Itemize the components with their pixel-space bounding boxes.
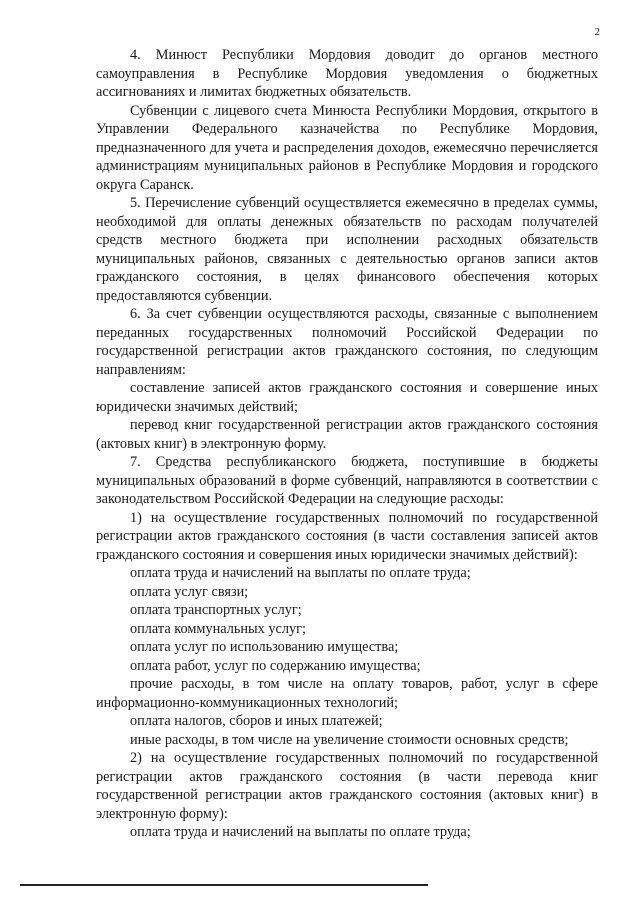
paragraph-6-expenses: 6. За счет субвенции осуществляются расходы, связанные с выполнением переданных государственных полномочий Российской Федерации по государственной регистрации актов гражданского состояния, по следующим направлениям: bbox=[96, 306, 598, 378]
subsection-2-digitization: 2) на осуществление государственных полномочий по государственной регистрации актов гражданского состояния (в части перевода книг государственной регистрации актов гражданского состояния (актовых книг) в электронную форму): bbox=[96, 750, 598, 822]
list-item-other-ict: прочие расходы, в том числе на оплату товаров, работ, услуг в сфере информационно-коммуникационных технологий; bbox=[96, 676, 598, 711]
page-number: 2 bbox=[594, 26, 600, 38]
list-item-acts-records: составление записей актов гражданского состояния и совершение иных юридически значимых действий; bbox=[96, 380, 598, 415]
list-item-property-use: оплата услуг по использованию имущества; bbox=[130, 639, 399, 655]
list-item-taxes: оплата налогов, сборов и иных платежей; bbox=[130, 713, 383, 729]
list-item-book-digitization: перевод книг государственной регистрации актов гражданского состояния (актовых книг) в электронную форму. bbox=[96, 417, 598, 452]
paragraph-5-monthly-transfer: 5. Перечисление субвенций осуществляется ежемесячно в пределах суммы, необходимой для оплаты денежных обязательств по расходам получателей средств местного бюджета при исполнении расходных обязательств муниципальных районов, связанных с деятельностью органов записи актов гражданского состояния, в целях финансового обеспечения которых предоставляются субвенции. bbox=[96, 195, 598, 304]
subsection-1-registration: 1) на осуществление государственных полномочий по государственной регистрации актов гражданского состояния (в части составления записей актов гражданского состояния и совершения иных юридически значимых действий): bbox=[96, 509, 598, 563]
paragraph-subvention-transfer: Субвенции с лицевого счета Минюста Республики Мордовия, открытого в Управлении Федерального казначейства по Республике Мордовия, предназначенного для учета и распределения доходов, ежемесячно перечисляется администрациям муниципальных районов в Республике Мордовия и городского округа Саранск. bbox=[96, 102, 598, 193]
paragraph-4-notification: 4. Минюст Республики Мордовия доводит до органов местного самоуправления в Республике Мордовия уведомления о бюджетных ассигнованиях и лимитах бюджетных обязательств. bbox=[96, 47, 598, 100]
paragraph-7-budget-funds: 7. Средства республиканского бюджета, поступившие в бюджеты муниципальных образований в форме субвенций, направляются в соответствии с законодательством Российской Федерации на следующие расходы: bbox=[96, 454, 598, 507]
list-item-property-maintenance: оплата работ, услуг по содержанию имущества; bbox=[130, 657, 421, 674]
list-item-utilities: оплата коммунальных услуг; bbox=[130, 620, 306, 637]
list-item-salary: оплата труда и начислений на выплаты по оплате труда; bbox=[130, 565, 471, 581]
document-body bbox=[96, 46, 598, 842]
list-item-salary-2: оплата труда и начислений на выплаты по оплате труда; bbox=[130, 824, 471, 840]
list-item-communication: оплата услуг связи; bbox=[130, 583, 249, 600]
list-item-fixed-assets: иные расходы, в том числе на увеличение стоимости основных средств; bbox=[130, 731, 569, 748]
bottom-rule bbox=[20, 884, 428, 886]
list-item-transport: оплата транспортных услуг; bbox=[130, 602, 302, 618]
